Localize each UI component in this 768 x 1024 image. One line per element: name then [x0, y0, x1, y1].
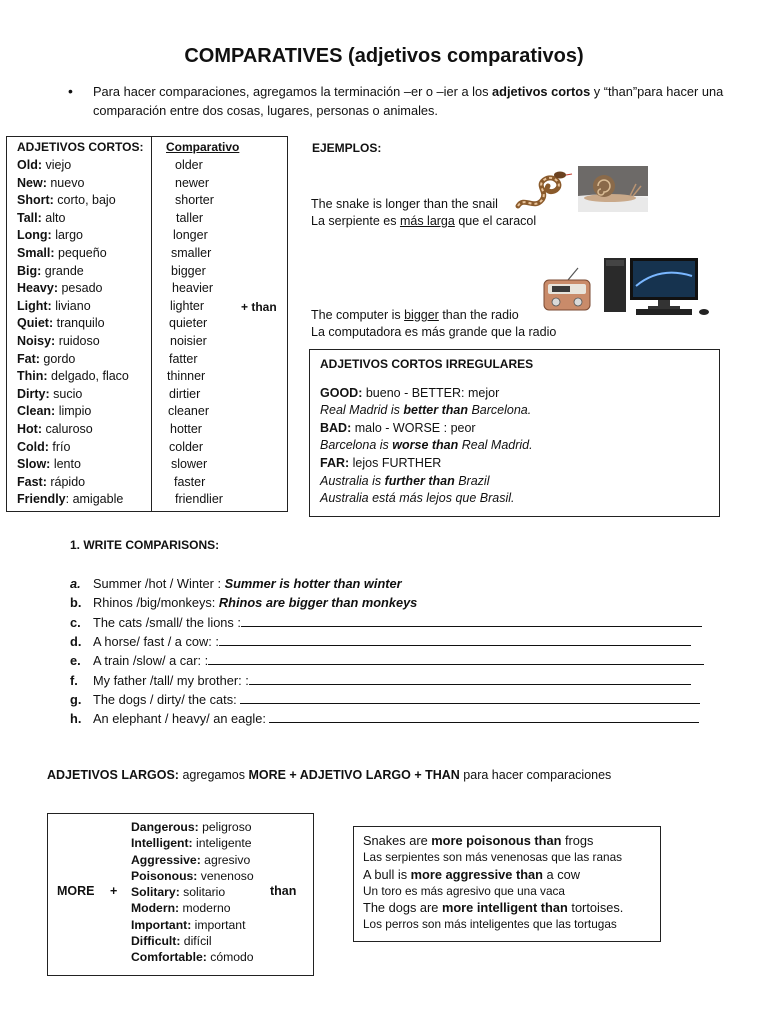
than-label: than	[270, 884, 297, 898]
long-examples-box	[353, 826, 661, 942]
comparative-cell: bigger	[171, 263, 206, 278]
exercise-item	[70, 651, 730, 671]
long-adjective-translation: solitario	[179, 885, 226, 900]
long-adjective-item	[131, 868, 254, 884]
far-trans: lejos FURTHER	[349, 455, 442, 470]
exercise-prompt	[93, 709, 699, 729]
better-word: BETTER:	[411, 385, 465, 400]
exercise-item	[70, 671, 730, 691]
table-header-adjectives: ADJETIVOS CORTOS:	[17, 140, 144, 154]
long-adjective-word: Dangerous:	[131, 820, 199, 834]
comparative-cell: newer	[175, 175, 210, 190]
long-adjective-translation: peligroso	[198, 820, 252, 834]
table-row	[17, 175, 287, 193]
exercise-item	[70, 613, 730, 633]
adjective-word: Heavy:	[17, 281, 58, 296]
le2-b: more aggressive than	[410, 866, 543, 882]
bad-ex-1: Barcelona is	[320, 438, 393, 453]
exercise-prompt	[93, 632, 691, 652]
long-adjective-translation: moderno	[179, 901, 231, 916]
long-adjective-translation: difícil	[180, 934, 212, 949]
comparative-cell: cleaner	[168, 404, 209, 419]
le3-2: tortoises.	[567, 900, 624, 915]
exercise-prompt-text: A train /slow/ a car: :	[93, 653, 209, 669]
adjective-word: Long:	[17, 228, 52, 243]
far-ex-1: Australia is	[320, 473, 385, 488]
adjective-word: Thin:	[17, 369, 48, 384]
adjective-cell	[17, 474, 85, 492]
adjective-cell	[17, 315, 105, 333]
le3-1: The dogs are	[363, 900, 442, 915]
table-row	[17, 474, 287, 492]
long-adjective-translation: cómodo	[206, 950, 254, 965]
adjective-translation: sucio	[53, 386, 83, 401]
good-example	[320, 402, 719, 420]
comparative-cell: dirtier	[169, 386, 201, 401]
exercise-item	[70, 593, 730, 613]
far-word: FAR:	[320, 455, 350, 470]
long-adjective-word: Solitary:	[131, 885, 180, 900]
long-adjective-item	[131, 819, 254, 835]
bullet: •	[68, 83, 73, 99]
comparative-cell: thinner	[167, 369, 206, 384]
exercise-letter: g.	[70, 691, 82, 707]
table-row	[17, 368, 287, 386]
adjective-word: Hot:	[17, 422, 42, 436]
adjective-translation: liviano	[55, 298, 91, 313]
exercise-letter: d.	[70, 633, 82, 649]
bad-trans: malo - WORSE : peor	[351, 420, 476, 435]
largos-b2: MORE + ADJETIVO LARGO + THAN	[248, 768, 460, 782]
plus-than-label: + than	[241, 300, 277, 314]
exercise-prompt	[93, 593, 417, 613]
good-ex-1: Real Madrid is	[320, 403, 404, 418]
adjective-word: Cold:	[17, 439, 49, 454]
adjective-cell	[17, 386, 82, 404]
adjective-word: Old:	[17, 158, 42, 172]
largos-t2: para hacer comparaciones	[459, 768, 612, 782]
le1-b: more poisonous than	[431, 833, 562, 848]
comparative-cell: shorter	[175, 193, 214, 208]
far-example-es	[320, 490, 719, 508]
adjective-word: Slow:	[17, 457, 51, 472]
table-header-comparative: Comparativo	[166, 140, 240, 154]
comparative-cell: colder	[169, 439, 204, 454]
adjective-cell	[17, 298, 91, 316]
far-example	[320, 473, 719, 491]
exercise-prompt-text: The cats /small/ the lions :	[93, 614, 241, 630]
long-example-1-es: Las serpientes son más venenosas que las ranas	[363, 850, 623, 864]
adjective-translation: corto, bajo	[57, 193, 116, 208]
exercise-prompt	[93, 613, 702, 633]
adjective-translation: ruidoso	[58, 334, 100, 348]
adjective-translation: : amigable	[65, 492, 124, 507]
table-row	[17, 491, 287, 509]
adjective-cell	[17, 245, 107, 263]
adjective-cell	[17, 491, 123, 509]
exercise-prompt-text: The dogs / dirty/ the cats:	[93, 691, 241, 707]
table-row	[17, 333, 287, 351]
long-adjectives-rule	[47, 767, 747, 785]
computer-example-es: La computadora es más grande que la radio	[311, 325, 557, 339]
long-example-3	[363, 899, 660, 916]
comparative-cell: longer	[173, 228, 208, 243]
adjective-word: New:	[17, 175, 47, 190]
long-adjective-item	[131, 933, 254, 949]
snake-example-en	[311, 196, 498, 214]
intro-text-1: Para hacer comparaciones, agregamos la terminación –er o –ier a los	[93, 84, 493, 99]
long-adjective-item	[131, 884, 254, 900]
exercise-prompt-text: Rhinos /big/monkeys:	[93, 595, 219, 611]
snake-es-1: La serpiente es	[311, 214, 400, 228]
computer-en-2: than the radio	[438, 308, 519, 322]
exercise-answer: Rhinos are bigger than monkeys	[218, 595, 418, 611]
good-ex-b: better than	[403, 403, 468, 418]
adjective-translation: grande	[44, 263, 84, 278]
long-adjective-item	[131, 917, 254, 933]
long-adjective-word: Aggressive:	[131, 852, 201, 867]
adjective-word: Fast:	[17, 474, 47, 489]
bad-ex-2: Real Madrid.	[458, 438, 533, 453]
exercise-letter: b.	[70, 595, 82, 611]
adjective-translation: rápido	[50, 474, 86, 489]
long-adjective-item	[131, 900, 254, 916]
far-line	[320, 455, 719, 473]
adjective-translation: tranquilo	[56, 316, 105, 331]
adjective-cell	[17, 421, 93, 439]
answer-blank[interactable]	[208, 653, 704, 665]
long-adjective-translation: important	[191, 917, 246, 932]
snake-en-2: than the snail	[420, 197, 498, 211]
long-adjective-word: Important:	[131, 917, 192, 932]
long-adjective-word: Intelligent:	[131, 836, 193, 851]
comparative-cell: fatter	[169, 351, 198, 366]
irregular-adjectives-box	[309, 349, 720, 517]
snake-en-er: er	[408, 197, 421, 211]
comparative-cell: faster	[174, 474, 206, 489]
exercise-item	[70, 709, 730, 729]
computer-image	[600, 256, 714, 318]
adjective-cell	[17, 351, 75, 369]
long-example-1	[363, 832, 660, 849]
long-adjectives-list	[131, 819, 254, 966]
table-row	[17, 421, 287, 439]
good-ex-2: Barcelona.	[467, 403, 532, 418]
exercise-prompt-text: My father /tall/ my brother: :	[93, 672, 249, 688]
far-es: Australia está más lejos que Brasil.	[320, 491, 515, 506]
comparative-cell: slower	[171, 457, 208, 472]
adjective-word: Noisy:	[17, 334, 56, 348]
adjective-translation: pesado	[61, 281, 103, 296]
adjective-word: Quiet:	[17, 316, 54, 331]
good-trans: bueno -	[362, 385, 412, 400]
adjective-translation: pequeño	[58, 246, 107, 260]
adjective-word: Friendly	[17, 492, 66, 507]
long-adjective-translation: agresivo	[200, 852, 251, 867]
comparative-cell: older	[175, 158, 203, 172]
adjective-word: Big:	[17, 263, 42, 278]
intro-text	[93, 82, 728, 120]
adjective-cell	[17, 192, 116, 210]
adjective-cell	[17, 439, 70, 457]
exercise-header: 1. WRITE COMPARISONS:	[70, 538, 220, 552]
adjective-word: Dirty:	[17, 386, 50, 401]
exercise-letter: a.	[70, 576, 81, 591]
exercise-prompt	[93, 690, 700, 710]
computer-example-en	[311, 307, 519, 325]
answer-blank[interactable]	[249, 673, 691, 685]
bad-word: BAD:	[320, 420, 352, 435]
long-adjective-word: Difficult:	[131, 934, 181, 949]
table-row	[17, 403, 287, 421]
adjective-translation: caluroso	[45, 422, 93, 436]
adjective-translation: limpio	[58, 404, 92, 419]
long-example-2-es: Un toro es más agresivo que una vaca	[363, 883, 565, 898]
adjective-translation: delgado, flaco	[51, 369, 129, 384]
comparative-cell: quieter	[169, 316, 208, 331]
adjective-word: Clean:	[17, 404, 56, 419]
table-row	[17, 386, 287, 404]
intro-text-2: y “than”para hacer una comparación entre dos cosas, lugares, personas o animales.	[93, 84, 724, 118]
le1-1: Snakes are	[363, 833, 432, 848]
bad-line	[320, 420, 719, 438]
adjective-word: Small:	[17, 246, 55, 260]
intro-bold: adjetivos cortos	[492, 84, 591, 99]
snake-es-2: que el caracol	[454, 214, 537, 228]
exercise-prompt-text: Summer /hot / Winter :	[93, 576, 225, 591]
long-adjective-translation: venenoso	[197, 868, 254, 883]
radio-image	[542, 266, 592, 312]
table-row	[17, 157, 287, 175]
page-title: COMPARATIVES (adjetivos comparativos)	[184, 45, 584, 67]
adjective-cell	[17, 263, 84, 281]
long-adjective-item	[131, 835, 254, 851]
adjective-cell	[17, 227, 83, 245]
irregular-header: ADJETIVOS CORTOS IRREGULARES	[320, 357, 534, 371]
comparative-cell: noisier	[170, 334, 207, 348]
far-ex-2: Brazil	[454, 473, 490, 488]
good-line	[320, 385, 719, 403]
le3-b: more intelligent than	[441, 900, 568, 915]
adjective-word: Fat:	[17, 351, 40, 366]
le2-1: A bull is	[363, 866, 411, 882]
adjective-translation: alto	[45, 210, 66, 225]
short-adjectives-table	[6, 136, 288, 512]
adjective-cell	[17, 456, 81, 474]
le1-2: frogs	[561, 833, 594, 848]
bad-example	[320, 437, 719, 455]
long-example-3-es: Los perros son más inteligentes que las tortugas	[363, 917, 617, 931]
comparative-cell: lighter	[170, 298, 205, 313]
exercise-prompt	[93, 574, 402, 594]
table-row	[17, 227, 287, 245]
snake-image	[514, 166, 576, 212]
exercise-letter: f.	[70, 672, 78, 688]
table-row	[17, 192, 287, 210]
adjective-cell	[17, 368, 129, 386]
computer-en-1: The computer is	[311, 308, 405, 322]
exercise-item	[70, 632, 730, 652]
comparative-cell: friendlier	[175, 492, 223, 507]
le2-2: a cow	[542, 866, 580, 882]
more-adjectives-box	[47, 813, 314, 976]
adjective-word: Tall:	[17, 210, 42, 225]
better-trans: mejor	[464, 385, 500, 400]
largos-b1: ADJETIVOS LARGOS:	[47, 768, 179, 782]
snake-es-u: más larga	[399, 214, 455, 228]
comparative-cell: heavier	[172, 281, 213, 296]
comparative-cell: hotter	[170, 422, 202, 436]
long-adjective-word: Comfortable:	[131, 950, 207, 965]
more-label: MORE	[57, 884, 95, 898]
adjective-cell	[17, 333, 100, 351]
plus-label: +	[110, 884, 118, 898]
exercise-prompt-text: An elephant / heavy/ an eagle:	[93, 711, 270, 727]
comparative-cell: taller	[176, 210, 204, 225]
adjective-cell	[17, 403, 91, 421]
intro-paragraph	[68, 82, 728, 120]
snake-en-1: The snake is long	[311, 197, 409, 211]
table-row	[17, 210, 287, 228]
long-adjective-word: Modern:	[131, 901, 180, 916]
table-row	[17, 439, 287, 457]
exercise-prompt	[93, 651, 704, 671]
adjective-translation: largo	[55, 228, 83, 243]
long-adjective-item	[131, 949, 254, 965]
long-adjective-translation: inteligente	[192, 836, 252, 851]
snake-example-es	[311, 213, 536, 231]
good-word: GOOD:	[320, 385, 363, 400]
largos-t1: agregamos	[178, 768, 249, 782]
adjective-translation: gordo	[43, 351, 76, 366]
table-row	[17, 315, 287, 333]
table-row	[17, 456, 287, 474]
answer-blank[interactable]	[219, 634, 691, 646]
adjective-cell	[17, 280, 103, 298]
computer-en-u: bigger	[404, 308, 439, 322]
exercise-answer: Summer is hotter than winter	[224, 576, 402, 591]
exercise-letter: e.	[70, 653, 81, 669]
snail-image	[578, 166, 648, 212]
exercise-prompt-text: A horse/ fast / a cow: :	[93, 633, 219, 649]
long-adjective-word: Poisonous:	[131, 868, 198, 883]
answer-blank[interactable]	[240, 692, 700, 704]
exercise-letter: c.	[70, 614, 81, 630]
answer-blank[interactable]	[241, 615, 702, 627]
examples-label: EJEMPLOS:	[312, 141, 382, 155]
long-adjective-item	[131, 852, 254, 868]
adjective-translation: nuevo	[50, 175, 85, 190]
exercise-item	[70, 574, 730, 594]
adjective-translation: viejo	[45, 158, 72, 172]
far-ex-b: further than	[384, 473, 455, 488]
exercise-prompt	[93, 671, 691, 691]
adjective-word: Short:	[17, 193, 54, 208]
table-row	[17, 280, 287, 298]
adjective-cell	[17, 175, 84, 193]
exercise-item	[70, 690, 730, 710]
table-row	[17, 245, 287, 263]
long-example-2	[363, 866, 660, 883]
table-row	[17, 351, 287, 369]
exercise-letter: h.	[70, 711, 82, 727]
adjective-cell	[17, 157, 71, 175]
comparative-cell: smaller	[171, 246, 212, 260]
adjective-translation: frío	[52, 439, 71, 454]
adjective-translation: lento	[53, 457, 81, 472]
answer-blank[interactable]	[269, 711, 699, 723]
bad-ex-b: worse than	[392, 438, 459, 453]
adjective-word: Light:	[17, 298, 52, 313]
adjective-cell	[17, 210, 65, 228]
table-row	[17, 263, 287, 281]
